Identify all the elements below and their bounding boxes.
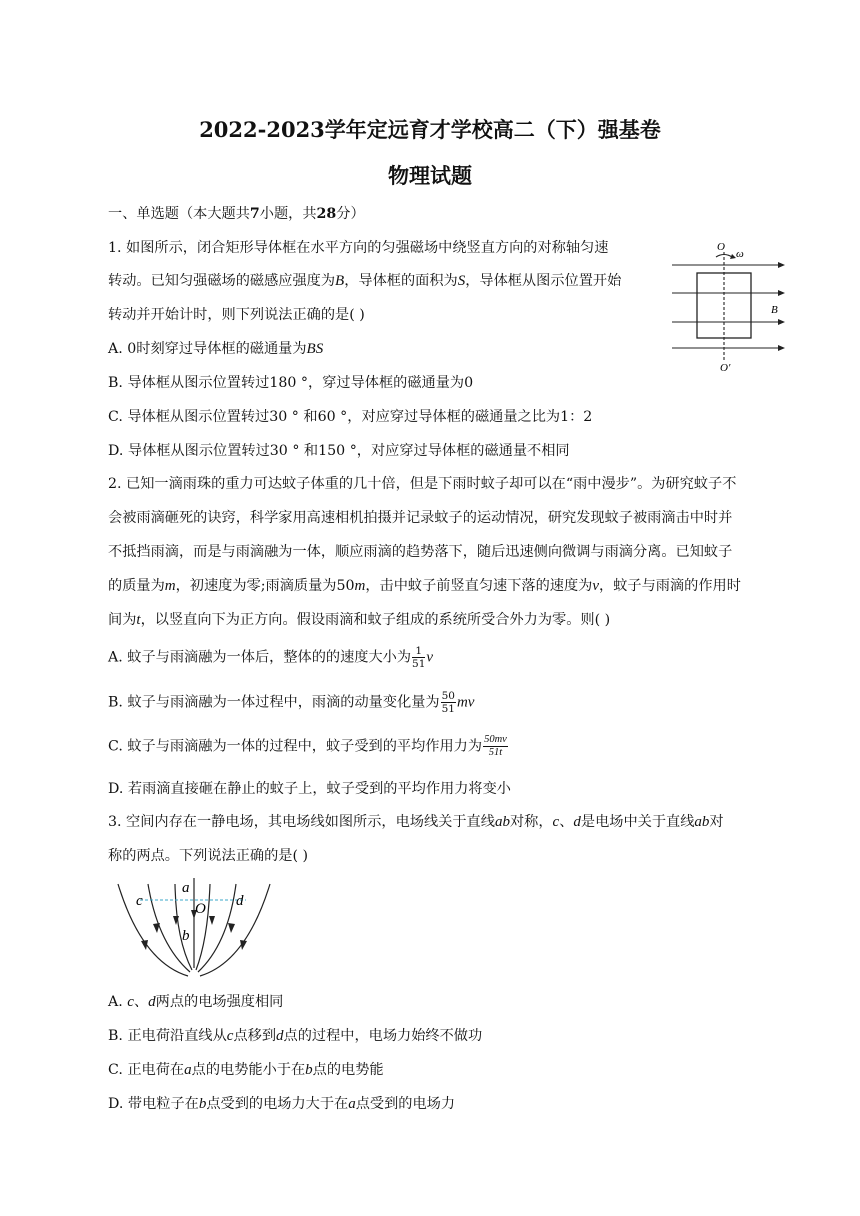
fraction: $\frac{50mv}{51t}$ <box>484 734 507 758</box>
q2-option-d: D. 若雨滴直接砸在静止的蚊子上，蚊子受到的平均作用力将变小 <box>108 781 511 797</box>
q3-option-a: A. c、d两点的电场强度相同 <box>108 994 284 1010</box>
fraction: $\frac{50}{51}$ <box>441 690 455 715</box>
q1-option-c: C. 导体框从图示位置转过30 ° 和60 °，对应穿过导体框的磁通量之比为1：2 <box>108 409 593 425</box>
q2-option-c: C. 蚊子与雨滴融为一体的过程中，蚊子受到的平均作用力为 $\frac{50mv}{51t}$ <box>108 734 507 758</box>
field-b-label: B <box>771 304 778 316</box>
q1-line-1: 1. 如图所示，闭合矩形导体框在水平方向的匀强磁场中绕竖直方向的对称轴匀速 <box>108 240 609 256</box>
point-d-label: d <box>236 893 244 909</box>
q2-line-4: 的质量为m，初速度为零;雨滴质量为50m，击中蚊子前竖直匀速下落的速度为v，蚊子与雨滴的作用时 <box>108 578 741 594</box>
q3-option-b: B. 正电荷沿直线从c点移到d点的过程中，电场力始终不做功 <box>108 1028 483 1044</box>
q2-line-1: 2. 已知一滴雨珠的重力可达蚊子体重的几十倍，但是下雨时蚊子却可以在“雨中漫步”。为研究蚊子不 <box>108 476 737 492</box>
q3-electric-field-figure <box>106 874 282 980</box>
page-subtitle: 物理试题 <box>388 163 472 188</box>
q1-option-d: D. 导体框从图示位置转过30 ° 和150 °，对应穿过导体框的磁通量不相同 <box>108 443 570 459</box>
point-b-label: b <box>182 928 190 944</box>
q1-line-2: 转动。已知匀强磁场的磁感应强度为B，导体框的面积为S，导体框从图示位置开始 <box>108 273 622 289</box>
q3-line-1: 3. 空间内存在一静电场，其电场线如图所示，电场线关于直线ab对称，c、d是电场中关于直线ab对 <box>108 814 724 830</box>
q3-line-2: 称的两点。下列说法正确的是( ) <box>108 848 309 864</box>
point-c-label: c <box>136 893 143 909</box>
q1-option-a: A. 0时刻穿过导体框的磁通量为BS <box>108 341 324 357</box>
point-o-label: O <box>195 901 206 917</box>
q2-line-2: 会被雨滴砸死的诀窍，科学家用高速相机拍摄并记录蚊子的运动情况，研究发现蚊子被雨滴击中时并 <box>108 510 733 526</box>
q1-rotating-frame-figure <box>668 236 786 376</box>
q2-line-5: 间为t，以竖直向下为正方向。假设雨滴和蚊子组成的系统所受合外力为零。则( ) <box>108 612 611 628</box>
q1-line-3: 转动并开始计时，则下列说法正确的是( ) <box>108 307 365 323</box>
point-a-label: a <box>182 880 190 896</box>
section-heading: 一、单选题（本大题共7小题，共28分） <box>108 206 365 222</box>
q2-option-a: A. 蚊子与雨滴融为一体后，整体的的速度大小为 $\frac{1}{51}$ v <box>108 645 434 670</box>
omega-label: ω <box>736 248 744 260</box>
fraction: $\frac{1}{51}$ <box>412 645 426 670</box>
q2-line-3: 不抵挡雨滴，而是与雨滴融为一体，顺应雨滴的趋势落下，随后迅速侧向微调与雨滴分离。已知蚊子 <box>108 544 733 560</box>
axis-top-label: O <box>717 241 725 253</box>
axis-bottom-label: O′ <box>720 362 731 374</box>
q2-option-b: B. 蚊子与雨滴融为一体过程中，雨滴的动量变化量为 $\frac{50}{51}$ mv <box>108 690 475 715</box>
q3-option-c: C. 正电荷在a点的电势能小于在b点的电势能 <box>108 1062 384 1078</box>
q3-option-d: D. 带电粒子在b点受到的电场力大于在a点受到的电场力 <box>108 1096 456 1112</box>
page-title: 2022-2023学年定远育才学校高二（下）强基卷 <box>199 117 661 142</box>
q1-option-b: B. 导体框从图示位置转过180 °，穿过导体框的磁通量为0 <box>108 375 474 391</box>
